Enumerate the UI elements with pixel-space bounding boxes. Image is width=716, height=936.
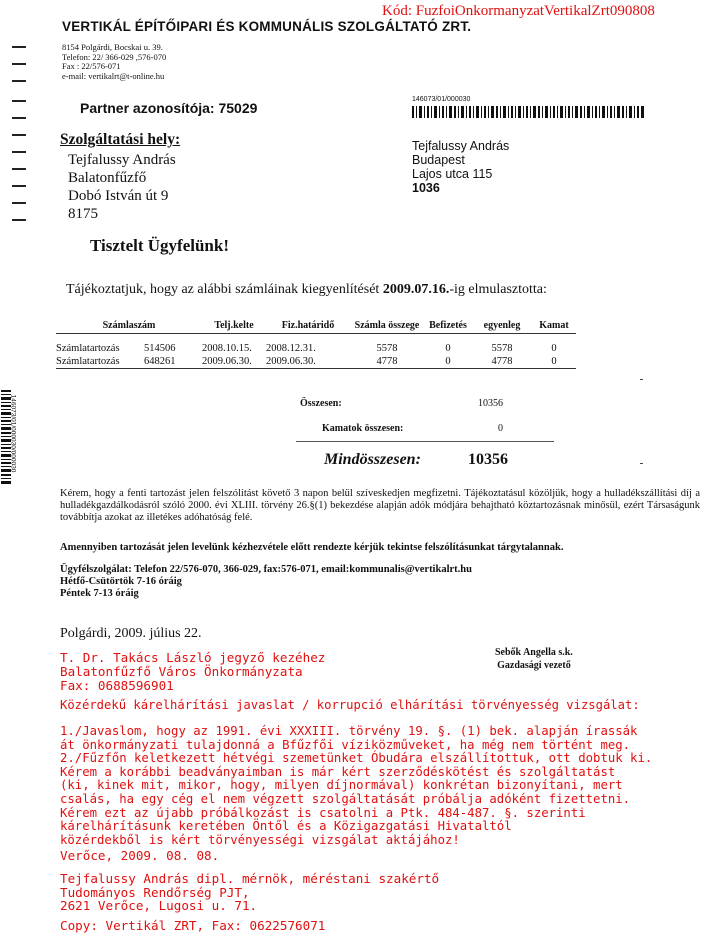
table-header: Fiz.határidő <box>281 319 335 331</box>
barcode-number: 146073/01/000030 <box>412 96 471 103</box>
barcode <box>412 106 644 118</box>
table-row <box>56 342 576 355</box>
row-hatarido: 2009.06.30. <box>266 356 316 367</box>
row-osszeg: 5578 <box>376 343 398 354</box>
red-sender-line: Tejfalussy András dipl. mérnök, méréstani szakértő <box>60 871 440 886</box>
contact-hours: Péntek 7-13 óráig <box>60 588 139 599</box>
margin-tick <box>12 185 26 187</box>
red-body-line: 1./Javaslom, hogy az 1991. évi XXXIII. törvény 19. §. (1) bek. alapján írassák <box>60 724 638 738</box>
sum-total-label: Összesen: <box>300 398 342 409</box>
company-name: VERTIKÁL ÉPÍTŐIPARI ÉS KOMMUNÁLIS SZOLGÁLTATÓ ZRT. <box>62 19 472 34</box>
table-header: Számla összege <box>354 319 420 331</box>
margin-tick <box>12 46 26 48</box>
red-sender <box>60 872 439 913</box>
red-sender-line: Tudományos Rendőrség PJT, <box>60 884 250 900</box>
company-contact-block <box>62 43 166 81</box>
red-place-date: Verőce, 2009. 08. 08. <box>60 848 220 863</box>
table-header: Számlaszám <box>102 319 156 331</box>
intro-sentence <box>66 282 547 298</box>
red-body <box>60 725 652 847</box>
company-phone: Telefon: 22/ 366-029 ,576-070 <box>62 51 167 62</box>
margin-tick <box>12 151 26 153</box>
intro-after: -ig elmulasztotta: <box>449 282 547 297</box>
red-body-line: át önkormányzati tulajdonná a Bfűzfői víziközműveket, ha még nem történt meg. <box>60 737 631 752</box>
red-sender-line: 2621 Verőce, Lugosi u. 71. <box>60 898 258 913</box>
sum-divider <box>296 441 554 442</box>
row-kamat: 0 <box>551 343 557 354</box>
table-header: Kamat <box>539 319 569 331</box>
document-code: Kód: FuzfoiOnkormanyzatVertikalZrt090808 <box>382 3 655 19</box>
margin-tick <box>12 219 26 221</box>
red-addressee-line: T. Dr. Takács László jegyző kezéhez <box>60 650 326 665</box>
contact-block <box>60 564 700 600</box>
company-address: 8154 Polgárdi, Bocskai u. 39. <box>62 42 163 52</box>
service-place-address <box>68 151 176 223</box>
margin-tick <box>12 134 26 136</box>
company-email: e-mail: vertikalrt@t-online.hu <box>62 70 165 81</box>
row-befizetes: 0 <box>445 343 451 354</box>
sum-interest-label: Kamatok összesen: <box>322 423 404 434</box>
margin-mark <box>640 463 643 464</box>
row-kamat: 0 <box>551 356 557 367</box>
intro-before: Tájékoztatjuk, hogy az alábbi számláinak kiegyenlítését <box>66 282 383 297</box>
row-number: 648261 <box>144 356 176 367</box>
row-type: Számlatartozás <box>56 356 120 367</box>
recipient-line: 1036 <box>412 181 440 195</box>
margin-tick <box>12 63 26 65</box>
intro-deadline: 2009.07.16. <box>382 282 450 297</box>
sum-interest-value: 0 <box>498 423 503 434</box>
row-hatarido: 2008.12.31. <box>266 343 316 354</box>
red-body-line: közérdekből is kért törvényességi vizsgálat aktájához! <box>60 832 460 847</box>
red-body-line: Kérem ezt az újabb próbálkozást is csatolni a Ptk. 484-487. §. szerinti <box>60 805 586 820</box>
red-body-line: 2./Fűzfőn keletkezett hétvégi szemetünket Óbudára elszállítottuk, ott dobtuk ki. <box>60 751 653 766</box>
grand-total-label: Mindösszesen: <box>324 451 421 468</box>
contact-line: Ügyfélszolgálat: Telefon 22/576-070, 366-029, fax:576-071, email:kommunalis@vertikalrt.hu <box>60 564 472 575</box>
red-addressee <box>60 651 325 693</box>
margin-tick <box>12 80 26 82</box>
sum-total-value: 10356 <box>478 398 503 409</box>
row-egyenleg: 4778 <box>491 356 513 367</box>
margin-tick <box>12 100 26 102</box>
margin-tick <box>12 202 26 204</box>
greeting: Tisztelt Ügyfelünk! <box>90 236 229 255</box>
recipient-address <box>412 139 509 195</box>
company-fax: Fax : 22/576-071 <box>62 61 121 71</box>
row-befizetes: 0 <box>445 356 451 367</box>
side-barcode-number: 146073/01/000030/000030 <box>9 394 17 473</box>
table-row <box>56 355 576 369</box>
row-osszeg: 4778 <box>376 356 398 367</box>
bills-table <box>56 317 576 369</box>
row-number: 514506 <box>144 343 176 354</box>
red-body-line: Kérem a korábbi beadványaimban is már kért szerződéskötést és szolgáltatást <box>60 764 616 779</box>
table-header: Telj.kelte <box>214 319 254 331</box>
service-place-heading: Szolgáltatási hely: <box>60 131 181 148</box>
signature-block <box>495 646 573 672</box>
red-body-line: (ki, kinek mit, mikor, hogy, milyen díjnormával) konkrétan bizonyítani, mert <box>60 778 623 793</box>
table-header: Befizetés <box>429 319 467 331</box>
grand-total-value: 10356 <box>468 451 508 468</box>
table-header: egyenleg <box>483 319 521 331</box>
recipient-line: Tejfalussy András <box>412 139 510 153</box>
red-addressee-line: Fax: 0688596901 <box>60 678 174 693</box>
partner-id: Partner azonosítója: 75029 <box>80 100 258 116</box>
margin-tick <box>12 168 26 170</box>
red-addressee-line: Balatonfűzfő Város Önkormányzata <box>60 664 303 679</box>
row-type: Számlatartozás <box>56 343 120 354</box>
margin-mark <box>640 379 643 380</box>
row-egyenleg: 5578 <box>491 343 513 354</box>
table-header-row <box>56 317 576 334</box>
row-telj: 2009.06.30. <box>202 356 252 367</box>
signer-title: Gazdasági vezető <box>497 660 571 671</box>
red-copy: Copy: Vertikál ZRT, Fax: 0622576071 <box>60 918 326 933</box>
paragraph-payment-request: Kérem, hogy a fenti tartozást jelen felszólítást követő 3 napon belül szíveskedjen megfizetni. Tájékoztatásul közöljük, hogy a hulladékszállítási díj a hulladékgazdálkodásról szóló 2000. évi XLIII. törvény 26.§(1) bekezdése alapján adók módjára behajtható köztartozásnak minősül, ezért Társaságunk továbbítja azokat az illetékes adóhatóság felé. <box>60 488 700 523</box>
recipient-line: Lajos utca 115 <box>412 167 493 181</box>
paragraph-settled-notice: Amennyiben tartozását jelen levelünk kézhezvétele előtt rendezte kérjük tekintse felszólításunkat tárgytalannak. <box>60 542 564 553</box>
service-place-line: Balatonfűzfő <box>68 170 147 186</box>
recipient-line: Budapest <box>412 153 465 167</box>
place-date: Polgárdi, 2009. július 22. <box>60 626 202 641</box>
service-place-line: Dobó István út 9 <box>68 188 169 204</box>
service-place-line: Tejfalussy András <box>68 152 176 168</box>
table-spacer-row <box>56 334 576 343</box>
contact-hours: Hétfő-Csütörtök 7-16 óráig <box>60 576 182 587</box>
signer-name: Sebők Angella s.k. <box>495 647 573 658</box>
red-body-line: csalás, ha egy cég el nem végzett szolgáltatását próbálja adóként fizettetni. <box>60 791 631 806</box>
red-subject: Közérdekű kárelhárítási javaslat / korrupció elhárítási törvényesség vizsgálat: <box>60 698 640 712</box>
service-place-line: 8175 <box>68 206 98 222</box>
red-body-line: kárelhárításunk keretében Öntől és a Közigazgatási Hivataltól <box>60 819 512 834</box>
margin-tick <box>12 117 26 119</box>
row-telj: 2008.10.15. <box>202 343 252 354</box>
